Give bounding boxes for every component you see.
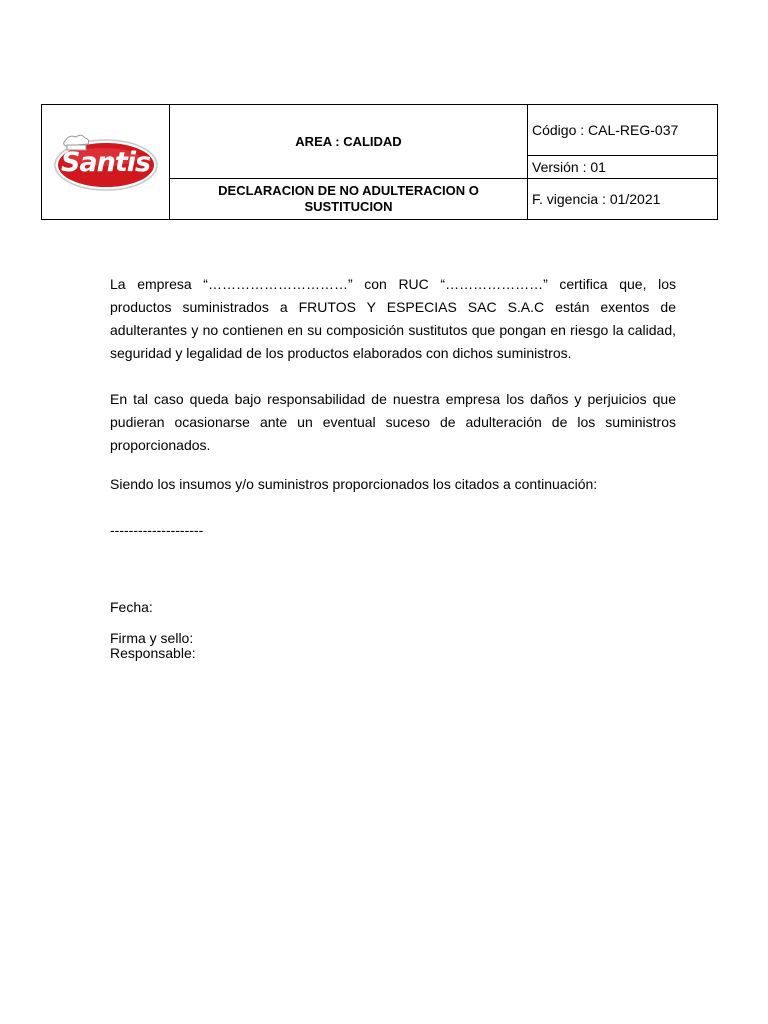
paragraph-responsibility: En tal caso queda bajo responsabilidad de nuestra empresa los daños y perjuicios que pudieran ocasionarse ante un eventual suceso de adulteración de los suministros proporcionados. [110, 391, 676, 453]
firma-label: Firma y sello: [110, 630, 194, 646]
version-label: Versión : 01 [532, 159, 606, 175]
fecha-label: Fecha: [110, 599, 153, 615]
logo-text: Santis [60, 147, 151, 178]
paragraph-certification: La empresa “…………………………” con RUC “…………………” certifica que, los productos suministrados a FRUTOS Y ESPECIAS SAC S.A.C están exentos de adulterantes y no contienen en su composición sustitutos que pongan en riesgo la calidad, seguridad y legalidad de los productos elaborados con dichos suministros. [110, 276, 676, 361]
document-title-line1: DECLARACION DE NO ADULTERACION O [218, 183, 479, 198]
logo-cell [42, 105, 170, 220]
santis-logo [51, 129, 161, 195]
supplies-placeholder: -------------------- [110, 522, 204, 538]
area-cell [170, 105, 528, 179]
vigencia-cell [528, 179, 718, 220]
title-cell [170, 179, 528, 220]
responsable-label: Responsable: [110, 645, 196, 661]
version-cell [528, 156, 718, 179]
area-label: AREA : CALIDAD [295, 133, 402, 149]
document-header [41, 104, 718, 220]
paragraph-supplies: Siendo los insumos y/o suministros proporcionados los citados a continuación: [110, 476, 598, 492]
vigencia-label: F. vigencia : 01/2021 [532, 191, 661, 207]
codigo-cell [528, 105, 718, 156]
document-title-line2: SUSTITUCION [304, 199, 393, 214]
codigo-label: Código : CAL-REG-037 [532, 122, 679, 138]
